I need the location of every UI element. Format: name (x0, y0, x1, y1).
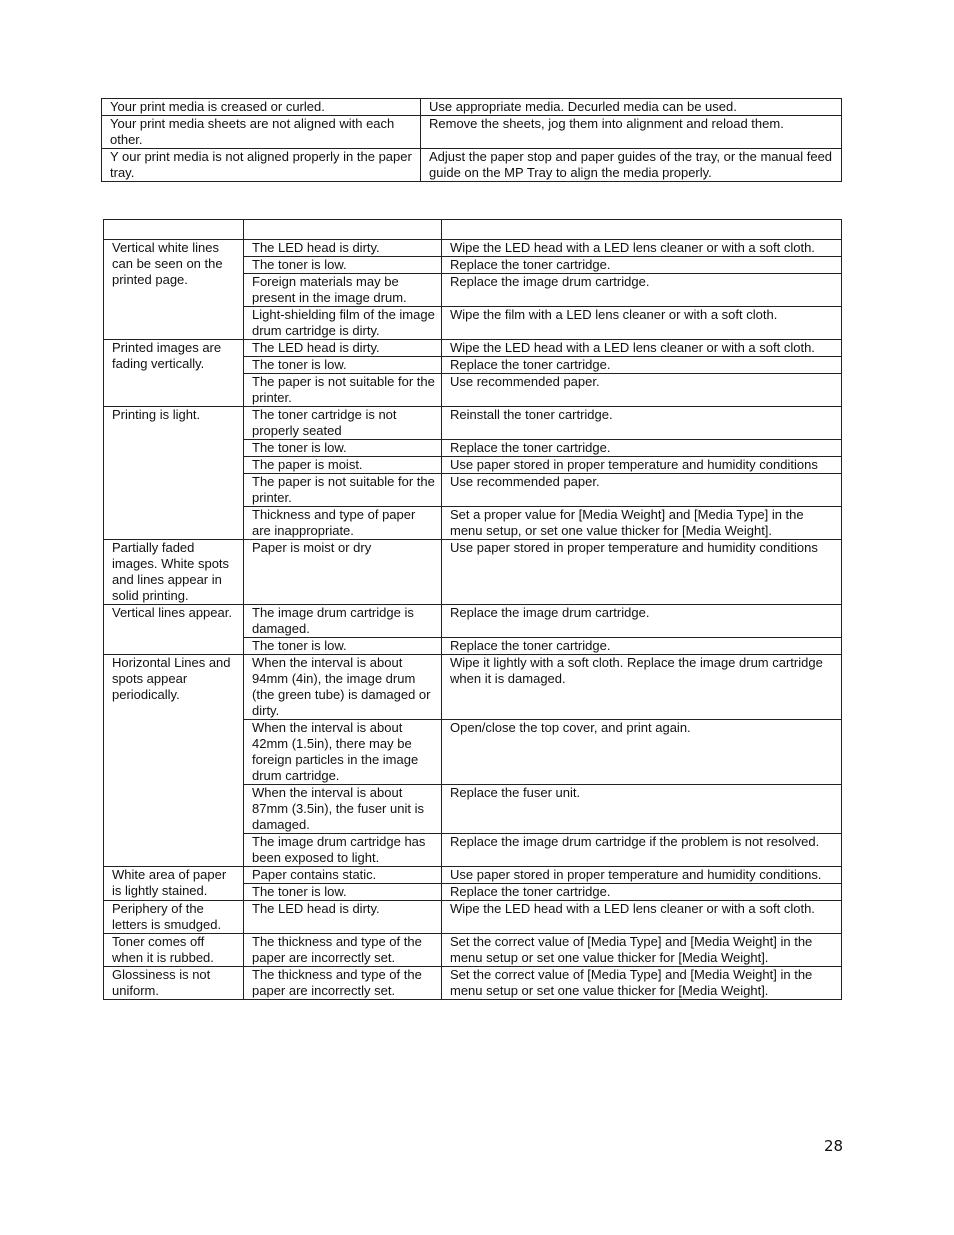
solution-cell: Replace the toner cartridge. (442, 884, 842, 901)
header-cell-symptom (104, 220, 244, 240)
symptom-cell: Printing is light. (104, 407, 244, 540)
page-number: 28 (824, 1137, 844, 1155)
solution-cell: Replace the toner cartridge. (442, 638, 842, 655)
solution-cell: Set a proper value for [Media Weight] and [Media Type] in the menu setup, or set one value thicker for [Media Weight]. (442, 507, 842, 540)
cause-cell: The toner is low. (244, 638, 442, 655)
symptom-cell: Partially faded images. White spots and lines appear in solid printing. (104, 540, 244, 605)
solution-cell: Reinstall the toner cartridge. (442, 407, 842, 440)
solution-cell: Use recommended paper. (442, 474, 842, 507)
solution-cell: Wipe the LED head with a LED lens cleaner or with a soft cloth. (442, 340, 842, 357)
table-row (104, 605, 842, 638)
symptom-cell: Vertical white lines can be seen on the printed page. (104, 240, 244, 340)
cause-cell: The image drum cartridge has been exposed to light. (244, 834, 442, 867)
solution-cell: Wipe the film with a LED lens cleaner or with a soft cloth. (442, 307, 842, 340)
cause-cell: The thickness and type of the paper are incorrectly set. (244, 967, 442, 1000)
symptom-cell: Printed images are fading vertically. (104, 340, 244, 407)
solution-cell: Replace the toner cartridge. (442, 257, 842, 274)
cause-cell: The LED head is dirty. (244, 340, 442, 357)
cause-cell: The paper is not suitable for the printer. (244, 474, 442, 507)
cause-cell: The toner is low. (244, 440, 442, 457)
solution-cell: Replace the toner cartridge. (442, 440, 842, 457)
problem-cell: Your print media sheets are not aligned with each other. (102, 116, 421, 149)
symptom-cell: Vertical lines appear. (104, 605, 244, 655)
print-quality-table-body (104, 220, 842, 1000)
symptom-cell: Horizontal Lines and spots appear periodically. (104, 655, 244, 867)
solution-cell: Replace the image drum cartridge if the problem is not resolved. (442, 834, 842, 867)
table-row (104, 340, 842, 357)
solution-cell: Set the correct value of [Media Type] and [Media Weight] in the menu setup or set one value thicker for [Media Weight]. (442, 967, 842, 1000)
cause-cell: The LED head is dirty. (244, 240, 442, 257)
cause-cell: When the interval is about 42mm (1.5in), there may be foreign particles in the image drum cartridge. (244, 720, 442, 785)
table-row (104, 407, 842, 440)
symptom-cell: Toner comes off when it is rubbed. (104, 934, 244, 967)
cause-cell: Paper contains static. (244, 867, 442, 884)
solution-cell: Remove the sheets, jog them into alignment and reload them. (421, 116, 842, 149)
cause-cell: Foreign materials may be present in the image drum. (244, 274, 442, 307)
cause-cell: Light-shielding film of the image drum cartridge is dirty. (244, 307, 442, 340)
solution-cell: Use recommended paper. (442, 374, 842, 407)
solution-cell: Set the correct value of [Media Type] and [Media Weight] in the menu setup or set one value thicker for [Media Weight]. (442, 934, 842, 967)
table-row (104, 867, 842, 884)
solution-cell: Use paper stored in proper temperature and humidity conditions (442, 540, 842, 605)
media-problems-table-body (102, 99, 842, 182)
table-row (104, 934, 842, 967)
cause-cell: The toner is low. (244, 257, 442, 274)
symptom-cell: Periphery of the letters is smudged. (104, 901, 244, 934)
cause-cell: The toner is low. (244, 357, 442, 374)
solution-cell: Use paper stored in proper temperature and humidity conditions. (442, 867, 842, 884)
table-row (104, 540, 842, 605)
cause-cell: When the interval is about 87mm (3.5in), the fuser unit is damaged. (244, 785, 442, 834)
cause-cell: The paper is not suitable for the printer. (244, 374, 442, 407)
solution-cell: Use paper stored in proper temperature and humidity conditions (442, 457, 842, 474)
header-cell-solution (442, 220, 842, 240)
solution-cell: Open/close the top cover, and print again. (442, 720, 842, 785)
problem-cell: Your print media is creased or curled. (102, 99, 421, 116)
solution-cell: Wipe the LED head with a LED lens cleaner or with a soft cloth. (442, 901, 842, 934)
solution-cell: Replace the toner cartridge. (442, 357, 842, 374)
print-quality-table (103, 219, 842, 1000)
table-row (102, 116, 842, 149)
header-cell-cause (244, 220, 442, 240)
cause-cell: The paper is moist. (244, 457, 442, 474)
table-row (104, 655, 842, 720)
solution-cell: Use appropriate media. Decurled media can be used. (421, 99, 842, 116)
table-row (102, 149, 842, 182)
cause-cell: The image drum cartridge is damaged. (244, 605, 442, 638)
cause-cell: When the interval is about 94mm (4in), the image drum (the green tube) is damaged or dirty. (244, 655, 442, 720)
cause-cell: The toner is low. (244, 884, 442, 901)
cause-cell: The LED head is dirty. (244, 901, 442, 934)
cause-cell: Paper is moist or dry (244, 540, 442, 605)
cause-cell: The thickness and type of the paper are incorrectly set. (244, 934, 442, 967)
solution-cell: Wipe the LED head with a LED lens cleaner or with a soft cloth. (442, 240, 842, 257)
problem-cell: Y our print media is not aligned properly in the paper tray. (102, 149, 421, 182)
solution-cell: Wipe it lightly with a soft cloth. Replace the image drum cartridge when it is damaged. (442, 655, 842, 720)
table-row (102, 99, 842, 116)
symptom-cell: Glossiness is not uniform. (104, 967, 244, 1000)
table-row (104, 967, 842, 1000)
cause-cell: Thickness and type of paper are inappropriate. (244, 507, 442, 540)
cause-cell: The toner cartridge is not properly seated (244, 407, 442, 440)
table-header-row (104, 220, 842, 240)
table-row (104, 240, 842, 257)
symptom-cell: White area of paper is lightly stained. (104, 867, 244, 901)
media-problems-table (101, 98, 842, 182)
solution-cell: Replace the image drum cartridge. (442, 274, 842, 307)
solution-cell: Replace the image drum cartridge. (442, 605, 842, 638)
solution-cell: Adjust the paper stop and paper guides of the tray, or the manual feed guide on the MP Tray to align the media properly. (421, 149, 842, 182)
table-row (104, 901, 842, 934)
solution-cell: Replace the fuser unit. (442, 785, 842, 834)
